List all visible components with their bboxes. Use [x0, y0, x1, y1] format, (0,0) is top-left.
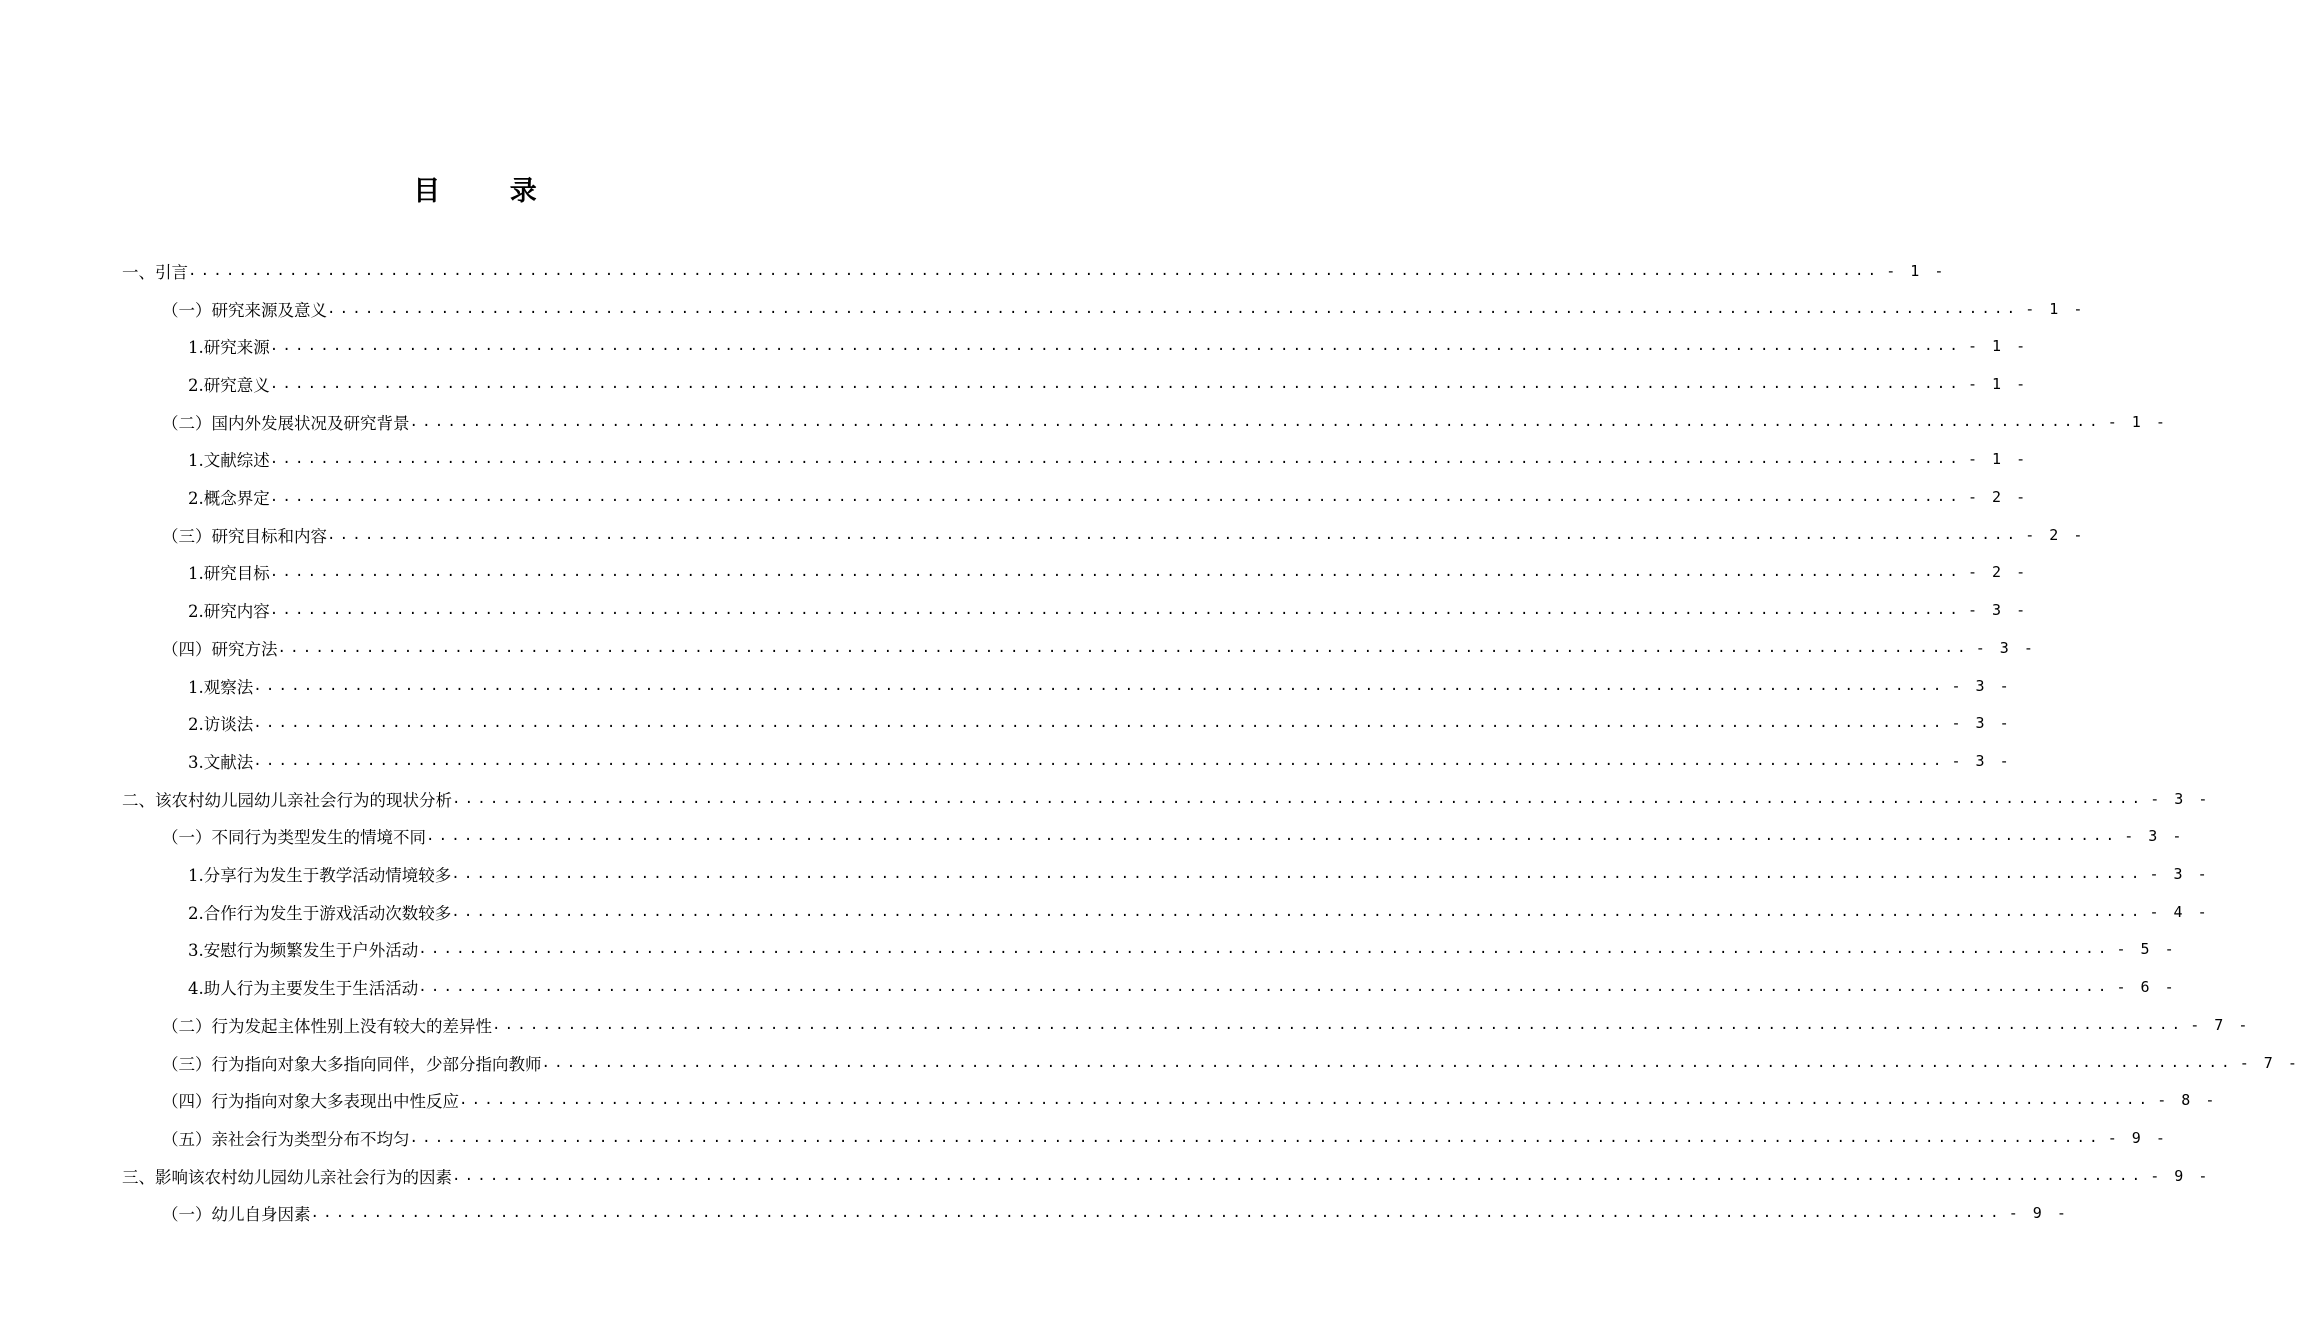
- toc-entry[interactable]: [162, 1081, 2218, 1119]
- toc-entry-page-number: - 8 -: [2157, 1091, 2218, 1110]
- toc-entry-label: 2.访谈法: [188, 715, 254, 735]
- toc-entry[interactable]: [162, 1195, 2069, 1233]
- toc-leader-dots: ......................................................................................................................................: [459, 1092, 2152, 1109]
- toc-entry-page-number: - 6 -: [2116, 978, 2177, 997]
- toc-leader-dots: ......................................................................................................................................: [269, 375, 1962, 392]
- toc-entry-page-number: - 2 -: [1968, 563, 2029, 582]
- toc-entry[interactable]: [188, 855, 2210, 893]
- toc-entry-label: （四）研究方法: [162, 639, 278, 659]
- toc-entry[interactable]: [162, 818, 2185, 856]
- toc-entry-page-number: - 3 -: [2124, 827, 2185, 846]
- toc-entry-label: 1.观察法: [188, 677, 254, 697]
- toc-leader-dots: ......................................................................................................................................: [452, 790, 2145, 807]
- toc-entry-label: 1.分享行为发生于教学活动情境较多: [188, 866, 452, 886]
- toc-entry-page-number: - 1 -: [1968, 337, 2029, 356]
- toc-entry-page-number: - 1 -: [2107, 412, 2168, 431]
- toc-leader-dots: ......................................................................................................................................: [277, 639, 1970, 656]
- toc-leader-dots: ......................................................................................................................................: [188, 262, 1881, 279]
- toc-leader-dots: ......................................................................................................................................: [327, 300, 2020, 317]
- toc-leader-dots: ......................................................................................................................................: [418, 941, 2111, 958]
- toc-entry-label: 1.文献综述: [188, 451, 270, 471]
- toc-entry-label: 二、该农村幼儿园幼儿亲社会行为的现状分析: [122, 790, 452, 810]
- toc-entry-label: 4.助人行为主要发生于生活活动: [188, 979, 419, 999]
- toc-entry-page-number: - 2 -: [2025, 525, 2086, 544]
- toc-entry[interactable]: [162, 403, 2168, 441]
- toc-entry-label: （二）行为发起主体性别上没有较大的差异性: [162, 1016, 492, 1036]
- toc-entry[interactable]: [188, 704, 2012, 742]
- page-title: 目 录: [413, 176, 567, 207]
- toc-entry[interactable]: [188, 441, 2029, 479]
- toc-entry-label: 3.文献法: [188, 752, 254, 772]
- toc-entry-label: 2.研究内容: [188, 602, 270, 622]
- toc-leader-dots: ......................................................................................................................................: [451, 866, 2144, 883]
- toc-entry-label: （四）行为指向对象大多表现出中性反应: [162, 1092, 459, 1112]
- toc-entry-page-number: - 9 -: [2008, 1204, 2069, 1223]
- toc-entry-page-number: - 3 -: [1975, 638, 2036, 657]
- toc-entry-page-number: - 3 -: [1951, 751, 2012, 770]
- toc-entry-page-number: - 9 -: [2150, 1166, 2211, 1185]
- toc-entry[interactable]: [162, 1119, 2168, 1157]
- toc-leader-dots: ......................................................................................................................................: [418, 979, 2111, 996]
- toc-leader-dots: ......................................................................................................................................: [451, 903, 2144, 920]
- toc-entry-page-number: - 9 -: [2107, 1128, 2168, 1147]
- toc-leader-dots: ......................................................................................................................................: [409, 413, 2102, 430]
- toc-entry[interactable]: [188, 554, 2029, 592]
- toc-entry[interactable]: [162, 629, 2036, 667]
- toc-entry-page-number: - 1 -: [1968, 450, 2029, 469]
- toc-entry-label: （二）国内外发展状况及研究背景: [162, 413, 410, 433]
- toc-entry[interactable]: [188, 968, 2177, 1006]
- toc-leader-dots: ......................................................................................................................................: [269, 451, 1962, 468]
- toc-entry-label: 一、引言: [122, 262, 188, 282]
- toc-leader-dots: ......................................................................................................................................: [253, 752, 1946, 769]
- toc-entry[interactable]: [188, 478, 2029, 516]
- toc-entry-page-number: - 4 -: [2149, 902, 2210, 921]
- toc-entry[interactable]: [122, 780, 2211, 818]
- toc-entry[interactable]: [162, 1006, 2251, 1044]
- toc-entry[interactable]: [162, 290, 2086, 328]
- toc-entry-label: 2.研究意义: [188, 375, 270, 395]
- toc-leader-dots: ......................................................................................................................................: [541, 1054, 2234, 1071]
- toc-leader-dots: ......................................................................................................................................: [327, 526, 2020, 543]
- toc-entry-label: 3.安慰行为频繁发生于户外活动: [188, 941, 419, 961]
- toc-entry-page-number: - 3 -: [1951, 676, 2012, 695]
- toc-entry-page-number: - 3 -: [1968, 601, 2029, 620]
- toc-leader-dots: ......................................................................................................................................: [269, 338, 1962, 355]
- toc-leader-dots: ......................................................................................................................................: [253, 715, 1946, 732]
- toc-entry-page-number: - 1 -: [1968, 374, 2029, 393]
- toc-entry-page-number: - 7 -: [2239, 1053, 2300, 1072]
- toc-entry[interactable]: [188, 742, 2012, 780]
- toc-leader-dots: ......................................................................................................................................: [253, 677, 1946, 694]
- toc-leader-dots: ......................................................................................................................................: [269, 564, 1962, 581]
- toc-entry[interactable]: [188, 591, 2029, 629]
- toc-entry[interactable]: [162, 516, 2086, 554]
- toc-entry[interactable]: [188, 931, 2177, 969]
- toc-entry-label: （一）幼儿自身因素: [162, 1205, 311, 1225]
- toc-leader-dots: ......................................................................................................................................: [452, 1167, 2145, 1184]
- toc-leader-dots: ......................................................................................................................................: [426, 828, 2119, 845]
- toc-entry-page-number: - 5 -: [2116, 940, 2177, 959]
- toc-entry-label: （一）研究来源及意义: [162, 300, 327, 320]
- toc-entry-page-number: - 7 -: [2190, 1015, 2251, 1034]
- toc-entry[interactable]: [188, 327, 2029, 365]
- toc-entry-page-number: - 3 -: [2149, 865, 2210, 884]
- toc-entry-label: 1.研究目标: [188, 564, 270, 584]
- toc-entry[interactable]: [188, 365, 2029, 403]
- toc-entry-label: （五）亲社会行为类型分布不均匀: [162, 1129, 410, 1149]
- toc-leader-dots: ......................................................................................................................................: [492, 1016, 2185, 1033]
- toc-leader-dots: ......................................................................................................................................: [310, 1205, 2003, 1222]
- toc-entry-page-number: - 2 -: [1968, 488, 2029, 507]
- toc-entry-label: 三、影响该农村幼儿园幼儿亲社会行为的因素: [122, 1167, 452, 1187]
- toc-entry[interactable]: [188, 893, 2210, 931]
- toc-leader-dots: ......................................................................................................................................: [269, 489, 1962, 506]
- toc-entry-label: 1.研究来源: [188, 338, 270, 358]
- toc-entry[interactable]: [122, 1157, 2211, 1195]
- toc-entry-page-number: - 3 -: [2150, 789, 2211, 808]
- toc-entry[interactable]: [162, 1044, 2300, 1082]
- toc-entry-page-number: - 1 -: [1886, 261, 1947, 280]
- toc-entry-label: （三）行为指向对象大多指向同伴，少部分指向教师: [162, 1054, 542, 1074]
- toc-entry-label: 2.概念界定: [188, 489, 270, 509]
- toc-entry-page-number: - 1 -: [2025, 299, 2086, 318]
- toc-entry-label: （一）不同行为类型发生的情境不同: [162, 828, 426, 848]
- toc-entry[interactable]: [188, 667, 2012, 705]
- toc-entry-label: （三）研究目标和内容: [162, 526, 327, 546]
- toc-entry[interactable]: [122, 252, 1947, 290]
- toc-entry-page-number: - 3 -: [1951, 714, 2012, 733]
- toc-leader-dots: ......................................................................................................................................: [269, 602, 1962, 619]
- toc-entry-label: 2.合作行为发生于游戏活动次数较多: [188, 903, 452, 923]
- toc-leader-dots: ......................................................................................................................................: [409, 1129, 2102, 1146]
